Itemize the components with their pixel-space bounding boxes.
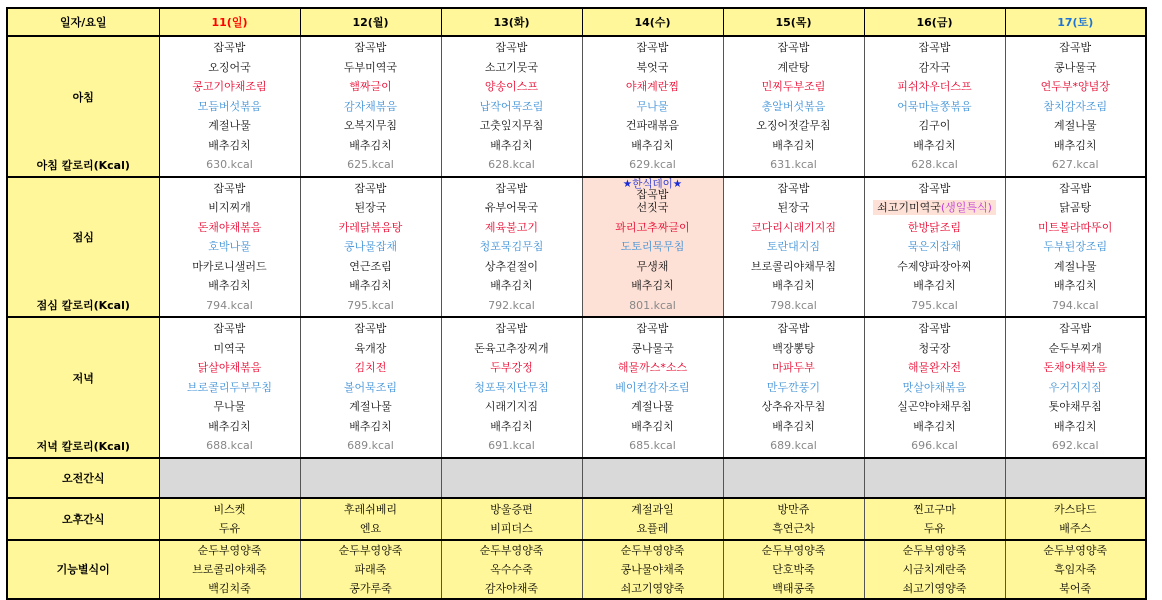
pm-snack-row [7, 498, 1146, 540]
menu-item: 파래죽 [354, 562, 387, 576]
breakfast-cal-label: 아침 칼로리(Kcal) [36, 158, 130, 172]
menu-item: 미역국 [213, 341, 246, 355]
menu-item: 실곤약야채무침 [897, 400, 972, 413]
menu-item [583, 179, 723, 199]
menu-item: 미트볼라따뚜이 [1038, 220, 1113, 234]
menu-item: 잡곡밥 [354, 41, 387, 54]
menu-item: 배추김치 [772, 419, 815, 433]
lunch-day-cell [864, 177, 1005, 318]
menu-item: 연근조림 [349, 259, 392, 273]
menu-item: 잡곡밥 [354, 181, 387, 195]
menu-item-text: 잡곡밥 [636, 187, 669, 201]
menu-item: 배추김치 [631, 279, 674, 292]
menu-item: 만두깐풍기 [766, 380, 821, 394]
menu-item: 돈채야채볶음 [1043, 361, 1108, 374]
menu-item: 잡곡밥 [918, 181, 951, 195]
calorie-value: 798.kcal [770, 298, 817, 312]
menu-item: 흑임자죽 [1053, 562, 1097, 576]
menu-item: 순두부영양죽 [338, 543, 403, 557]
menu-item: 순두부영양죽 [1043, 543, 1108, 557]
menu-item: 무나물 [213, 400, 246, 413]
menu-item: 옥수수죽 [490, 562, 533, 576]
calorie-value: 688.kcal [206, 439, 253, 452]
day-header: 11(일) [159, 8, 300, 36]
menu-item: 순두부영양죽 [197, 543, 262, 557]
dinner-day-cell [864, 317, 1005, 458]
menu-item: 브로콜리두부무침 [186, 380, 272, 394]
menu-item: 흑연근차 [772, 521, 815, 535]
menu-item: 순두부영양죽 [479, 543, 544, 557]
menu-item: 비피더스 [490, 521, 533, 535]
menu-item: 방울증편 [490, 502, 533, 516]
calorie-value: 631.kcal [770, 158, 817, 171]
menu-item: 총알버섯볶음 [761, 99, 826, 113]
special-diet-row [7, 540, 1146, 599]
breakfast-day-cell [864, 36, 1005, 177]
menu-item: 양송이스프 [484, 80, 539, 93]
dinner-day-cell [1005, 317, 1146, 458]
am-snack-label: 오전간식 [7, 458, 159, 498]
menu-item: 배추김치 [349, 279, 392, 292]
calorie-value: 792.kcal [488, 298, 535, 312]
breakfast-day-cell [300, 36, 441, 177]
lunch-day-cell [441, 177, 582, 318]
menu-item: 카스타드 [1053, 502, 1097, 516]
pm-snack-row-cell [1005, 498, 1146, 540]
menu-item-text: 쇠고기미역국 [877, 201, 941, 214]
calorie-value: 795.kcal [911, 298, 958, 312]
menu-item: 배추김치 [349, 138, 392, 152]
birthday-item [873, 200, 996, 215]
menu-item: 코다리시래기지짐 [750, 220, 836, 234]
menu-item: 두유 [923, 521, 946, 535]
menu-item: 감자채볶음 [343, 99, 398, 113]
dinner-day-cell [723, 317, 864, 458]
menu-item: 배추김치 [772, 138, 815, 152]
menu-item: 브로콜리야채무침 [750, 259, 836, 273]
menu-item: 잡곡밥 [918, 322, 951, 335]
menu-item: 소고기뭇국 [484, 60, 539, 74]
menu-item: 방만쥬 [777, 502, 810, 516]
pm-snack-row-cell [441, 498, 582, 540]
special-diet-row-cell [159, 540, 300, 599]
breakfast-day-cell [159, 36, 300, 177]
special-diet-row-cell [723, 540, 864, 599]
menu-item: 배추김치 [913, 138, 956, 152]
menu-item: 찐고구마 [913, 502, 956, 516]
menu-item: 콩나물국 [631, 341, 674, 355]
am-snack-cell [300, 458, 441, 498]
pm-snack-row-cell [723, 498, 864, 540]
dinner-cal-label: 저녁 칼로리(Kcal) [36, 439, 130, 453]
menu-item: 베이컨감자조림 [615, 380, 690, 394]
menu-item: 순두부영양죽 [620, 543, 685, 557]
menu-item: 계란탕 [777, 60, 810, 74]
lunch-label: 점심 [72, 231, 94, 245]
menu-item: 마카로니샐러드 [192, 259, 267, 273]
menu-item: 호박나물 [208, 240, 251, 253]
menu-item: 엔요 [359, 521, 382, 535]
special-day-note: ★한식데이★ [622, 177, 683, 190]
menu-item: 잡곡밥 [1059, 41, 1092, 54]
menu-item: 쇠고기영양죽 [902, 581, 967, 595]
menu-item: 계절나물 [208, 119, 251, 132]
calorie-value: 692.kcal [1051, 439, 1099, 452]
menu-item: 배추김치 [631, 419, 674, 433]
menu-item: 배추김치 [1053, 419, 1097, 433]
menu-item: 계절나물 [631, 400, 674, 413]
menu-item: 두부된장조림 [1043, 240, 1108, 253]
menu-item: 닭살야채볶음 [197, 361, 262, 374]
menu-item: 톳야채무침 [1048, 400, 1102, 413]
menu-item: 배추김치 [772, 279, 815, 292]
menu-item: 순두부찌개 [1048, 341, 1102, 355]
menu-item: 잡곡밥 [777, 322, 810, 335]
breakfast-label-cell [7, 36, 159, 177]
special-diet-row-cell [300, 540, 441, 599]
calorie-value: 630.kcal [206, 158, 253, 171]
menu-item: 배추김치 [631, 138, 674, 152]
special-diet-row-label: 기능별식이 [7, 540, 159, 599]
menu-item: 배추김치 [913, 419, 956, 433]
menu-item: 오징어국 [208, 60, 251, 74]
menu-item: 된장국 [777, 201, 810, 214]
menu-item: 시금치계란죽 [902, 562, 967, 576]
calorie-value: 625.kcal [347, 158, 394, 171]
menu-item: 계절나물 [1053, 119, 1097, 132]
menu-item: 연두부*양념장 [1040, 80, 1110, 93]
calorie-value: 628.kcal [488, 158, 535, 171]
menu-item: 백장뽕탕 [772, 341, 815, 355]
menu-item: 순두부영양죽 [902, 543, 967, 557]
menu-item: 우거지지짐 [1048, 380, 1102, 394]
pm-snack-row-cell [582, 498, 723, 540]
menu-item: 감자야채죽 [484, 581, 539, 595]
menu-item: 상추유자무침 [761, 400, 826, 413]
menu-item: 마파두부 [772, 361, 815, 374]
menu-item: 잡곡밥 [354, 322, 387, 335]
menu-item: 북엇국 [636, 60, 669, 74]
menu-item: 배추김치 [1053, 279, 1097, 292]
day-header: 13(화) [441, 8, 582, 36]
menu-item: 김구이 [918, 119, 951, 132]
day-header: 17(토) [1005, 8, 1146, 36]
dinner-row [7, 317, 1146, 458]
am-snack-cell [582, 458, 723, 498]
menu-item: 김치전 [354, 361, 387, 374]
menu-item: 육개장 [354, 341, 387, 355]
breakfast-day-cell [1005, 36, 1146, 177]
day-header: 15(목) [723, 8, 864, 36]
menu-item: 참치감자조림 [1043, 99, 1108, 113]
menu-item: 모듬버섯볶음 [197, 99, 262, 113]
menu-item: 배추김치 [490, 279, 533, 292]
calorie-value: 627.kcal [1051, 158, 1099, 171]
menu-item: 잡곡밥 [213, 322, 246, 335]
menu-item: 쇠고기영양죽 [620, 581, 685, 595]
special-diet-row-cell [441, 540, 582, 599]
menu-item: 청포묵지단무침 [474, 380, 549, 394]
birthday-note: (생일특식) [940, 201, 992, 214]
menu-item: 상추겉절이 [484, 259, 539, 273]
dinner-day-cell [159, 317, 300, 458]
menu-item: 요플레 [636, 521, 669, 535]
menu-item: 잡곡밥 [213, 41, 246, 54]
am-snack-cell [159, 458, 300, 498]
special-diet-row-cell [1005, 540, 1146, 599]
lunch-label-cell [7, 177, 159, 318]
calorie-value: 795.kcal [347, 298, 394, 312]
menu-item: 수제양파장아찌 [897, 259, 972, 273]
day-header: 16(금) [864, 8, 1005, 36]
header-label: 일자/요일 [7, 8, 159, 36]
menu-item: 잡곡밥 [213, 181, 246, 195]
dinner-day-cell [441, 317, 582, 458]
menu-table-wrapper [6, 7, 1147, 600]
menu-item: 잡곡밥 [1059, 181, 1092, 195]
breakfast-day-cell [723, 36, 864, 177]
menu-item: 오징어젓갈무침 [756, 119, 831, 132]
menu-item [865, 198, 1005, 218]
menu-item: 잡곡밥 [777, 41, 810, 54]
menu-item: 비지찌개 [208, 201, 251, 214]
menu-item: 배추김치 [913, 279, 956, 292]
menu-item: 닭곰탕 [1059, 201, 1092, 214]
special-diet-row-cell [864, 540, 1005, 599]
menu-item: 청국장 [918, 341, 951, 355]
calorie-value: 689.kcal [347, 439, 394, 452]
menu-item: 두부강정 [490, 361, 533, 374]
menu-item: 콩나물국 [1053, 60, 1097, 74]
menu-item: 건파래볶음 [625, 119, 680, 132]
menu-item: 북어죽 [1059, 581, 1092, 595]
menu-item: 콩고기야채조림 [192, 80, 267, 93]
am-snack-cell [1005, 458, 1146, 498]
menu-item: 계절나물 [349, 400, 392, 413]
menu-item: 콩가루죽 [349, 581, 392, 595]
menu-item: 콩나물잡채 [343, 240, 398, 253]
menu-item: 볼어묵조림 [343, 380, 398, 394]
header-row [7, 8, 1146, 36]
am-snack-row [7, 458, 1146, 498]
menu-item: 감자국 [918, 60, 951, 74]
breakfast-day-cell [441, 36, 582, 177]
menu-item: 배추김치 [208, 138, 251, 152]
menu-item: 배추김치 [349, 419, 392, 433]
menu-item: 두부미역국 [343, 60, 398, 74]
menu-item: 피쉬차우더스프 [897, 80, 972, 93]
breakfast-day-cell [582, 36, 723, 177]
breakfast-row [7, 36, 1146, 177]
menu-item: 순두부영양죽 [761, 543, 826, 557]
menu-item: 배추김치 [208, 419, 251, 433]
calorie-value: 801.kcal [629, 298, 676, 312]
menu-item: 해물까스*소스 [617, 361, 688, 374]
lunch-day-cell [582, 177, 723, 318]
menu-item: 어묵마늘쫑볶음 [897, 99, 972, 113]
breakfast-label: 아침 [72, 90, 94, 104]
day-header: 12(월) [300, 8, 441, 36]
menu-item: 오복지무침 [343, 119, 398, 132]
menu-item: 배추김치 [490, 419, 533, 433]
menu-item: 제육불고기 [484, 220, 539, 234]
calorie-value: 689.kcal [770, 439, 817, 452]
lunch-cal-label: 점심 칼로리(Kcal) [36, 299, 130, 312]
menu-item: 잡곡밥 [1059, 322, 1092, 335]
calorie-value: 794.kcal [1051, 298, 1099, 312]
dinner-day-cell [300, 317, 441, 458]
lunch-day-cell [300, 177, 441, 318]
menu-item: 돈육고추장찌개 [474, 341, 549, 355]
menu-item: 햄짜글이 [349, 80, 392, 93]
menu-item: 잡곡밥 [636, 41, 669, 54]
menu-item: 잡곡밥 [495, 181, 528, 195]
menu-item: 배주스 [1059, 521, 1092, 535]
pm-snack-row-cell [300, 498, 441, 540]
menu-item: 잡곡밥 [918, 41, 951, 54]
menu-item: 단호박죽 [772, 562, 815, 576]
menu-item: 백김치죽 [208, 581, 251, 595]
menu-item: 토란대지짐 [766, 240, 821, 253]
menu-item: 잡곡밥 [495, 322, 528, 335]
menu-item: 브로콜리야채죽 [192, 562, 267, 576]
menu-item: 무생채 [636, 259, 669, 273]
menu-item: 해물완자전 [907, 361, 962, 374]
dinner-label: 저녁 [72, 371, 94, 385]
menu-item: 청포묵김무침 [479, 240, 544, 253]
menu-item: 도토리묵무침 [620, 240, 685, 253]
pm-snack-row-cell [864, 498, 1005, 540]
special-diet-row-cell [582, 540, 723, 599]
menu-item: 선짓국 [636, 201, 669, 214]
menu-item: 비스켓 [213, 502, 246, 516]
pm-snack-row-label: 오후간식 [7, 498, 159, 540]
menu-item: 배추김치 [490, 138, 533, 152]
menu-item: 야채계란찜 [625, 80, 680, 93]
day-header: 14(수) [582, 8, 723, 36]
calorie-value: 696.kcal [911, 439, 958, 452]
menu-item: 콩나물야채죽 [620, 562, 685, 576]
lunch-day-cell [723, 177, 864, 318]
menu-item: 계절나물 [1053, 259, 1097, 273]
menu-item: 시래기지짐 [484, 400, 539, 413]
pm-snack-row-cell [159, 498, 300, 540]
menu-item: 돈채야채볶음 [197, 220, 262, 234]
calorie-value: 691.kcal [488, 439, 535, 452]
weekly-menu-table [6, 7, 1147, 600]
lunch-row [7, 177, 1146, 318]
calorie-value: 628.kcal [911, 158, 958, 171]
menu-item: 묵은지잡채 [907, 240, 962, 253]
menu-item: 백태콩죽 [772, 581, 815, 595]
menu-item: 맛살야채볶음 [902, 380, 967, 394]
menu-item: 무나물 [636, 99, 669, 113]
lunch-day-cell [1005, 177, 1146, 318]
calorie-value: 794.kcal [206, 298, 253, 312]
menu-item: 납작어묵조림 [479, 99, 544, 113]
calorie-value: 685.kcal [629, 439, 676, 452]
dinner-day-cell [582, 317, 723, 458]
menu-item: 계절과일 [631, 502, 674, 516]
menu-item: 배추김치 [208, 279, 251, 292]
menu-item: 꽈리고추짜글이 [615, 220, 690, 234]
menu-item: 두유 [218, 521, 241, 535]
calorie-value: 629.kcal [629, 158, 676, 171]
menu-item: 잡곡밥 [636, 322, 669, 335]
menu-item: 배추김치 [1053, 138, 1097, 152]
menu-item: 카레닭볶음탕 [338, 220, 403, 234]
menu-item: 후레쉬베리 [343, 502, 398, 516]
menu-item: 고춧잎지무침 [479, 119, 544, 132]
menu-item: 잡곡밥 [495, 41, 528, 54]
dinner-label-cell [7, 317, 159, 458]
menu-item: 유부어묵국 [484, 201, 539, 214]
am-snack-cell [723, 458, 864, 498]
menu-item: 민찌두부조림 [761, 80, 826, 93]
am-snack-cell [441, 458, 582, 498]
am-snack-cell [864, 458, 1005, 498]
menu-item: 한방닭조림 [907, 220, 962, 234]
menu-item: 잡곡밥 [777, 181, 810, 195]
menu-item: 된장국 [354, 201, 387, 214]
lunch-day-cell [159, 177, 300, 318]
